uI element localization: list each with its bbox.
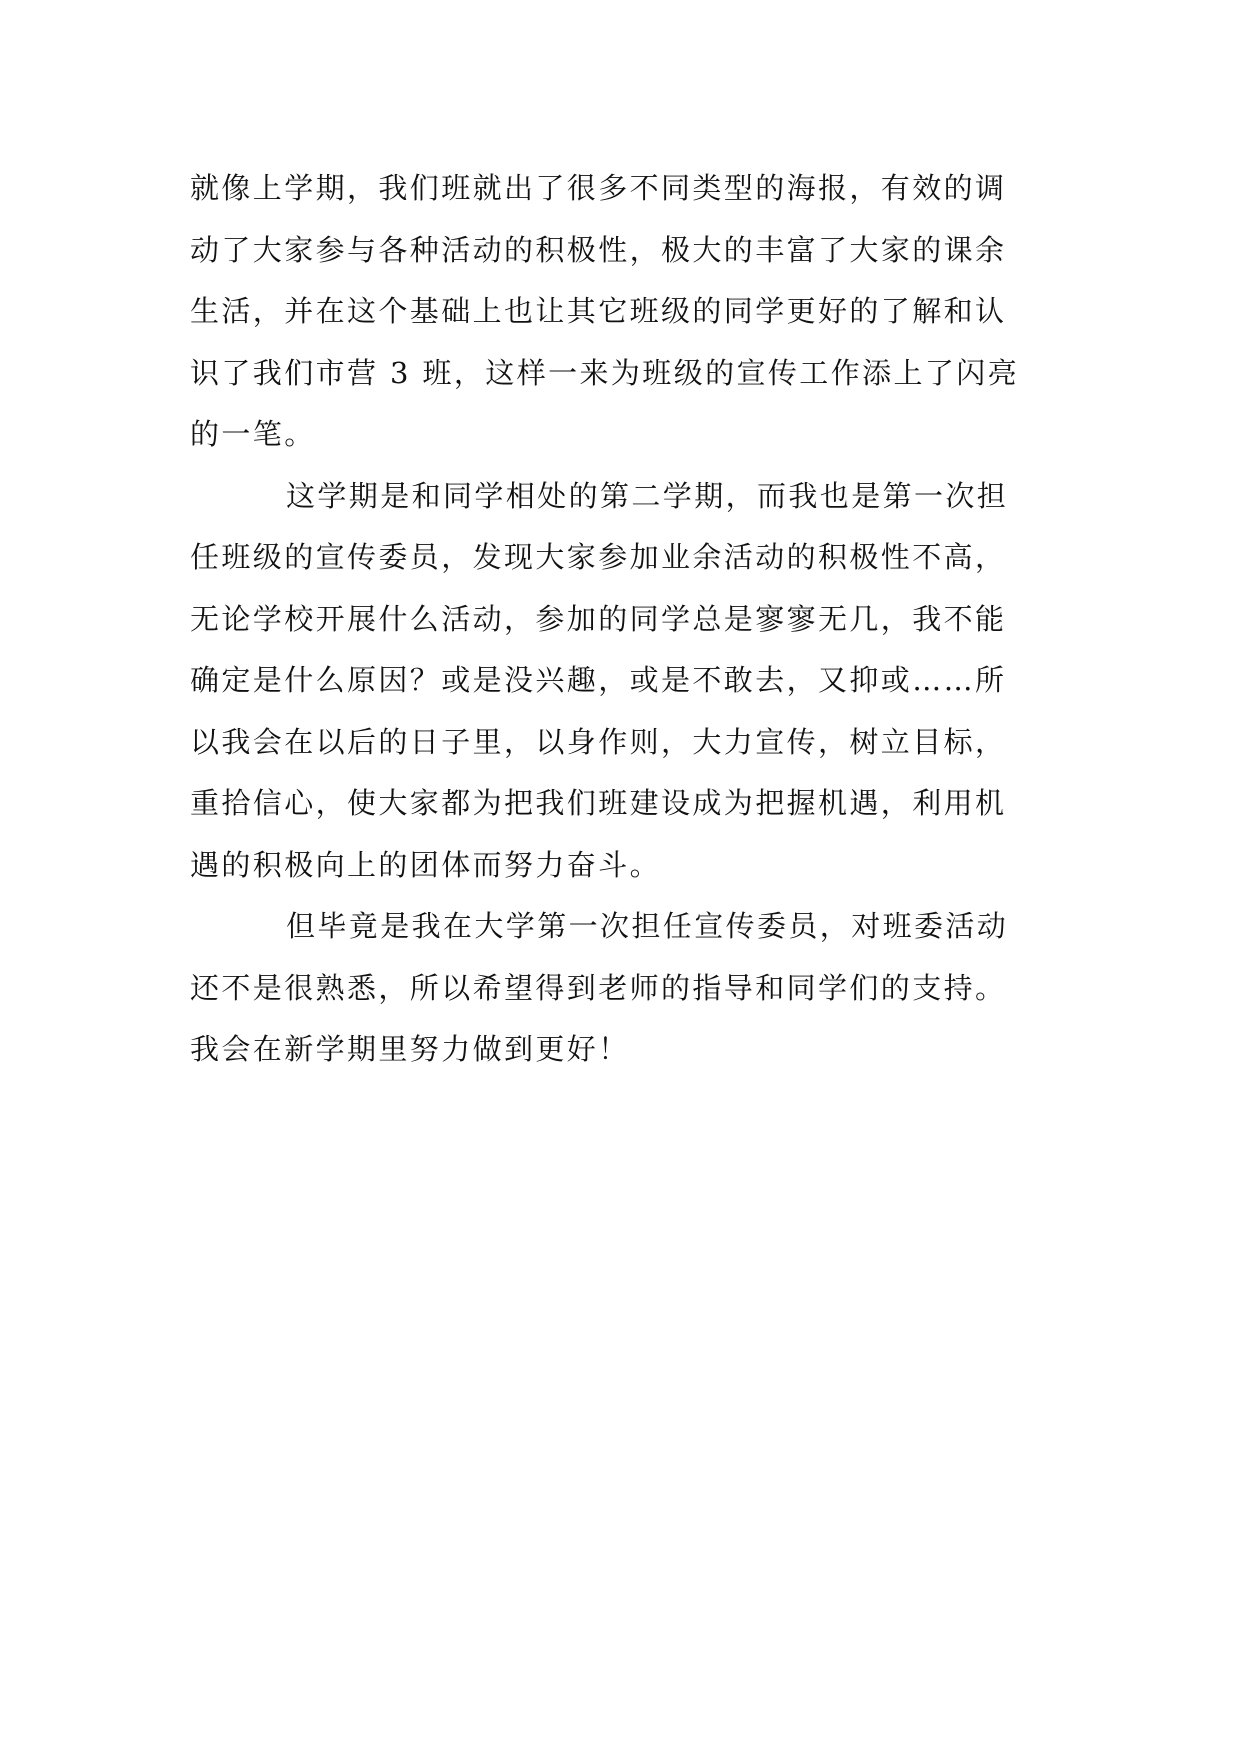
text-line: 就像上学期，我们班就出了很多不同类型的海报，有效的调 <box>190 171 1007 205</box>
text-line: 确定是什么原因？或是没兴趣，或是不敢去，又抑或……所 <box>190 663 1007 697</box>
text-line: 我会在新学期里努力做到更好！ <box>190 1032 630 1066</box>
text-line: 动了大家参与各种活动的积极性，极大的丰富了大家的课余 <box>190 232 1007 267</box>
text-line: 的一笔。 <box>190 417 316 451</box>
text-line: 任班级的宣传委员，发现大家参加业余活动的积极性不高， <box>190 540 1007 574</box>
paragraph-1 <box>190 158 1050 466</box>
text-line: 重拾信心，使大家都为把我们班建设成为把握机遇，利用机 <box>190 786 1007 820</box>
text-line-indented: 但毕竟是我在大学第一次担任宣传委员，对班委活动 <box>286 909 1009 943</box>
text-line: 无论学校开展什么活动，参加的同学总是寥寥无几，我不能 <box>190 601 1007 636</box>
text-line: 以我会在以后的日子里，以身作则，大力宣传，树立目标， <box>190 724 1007 759</box>
paragraph-2 <box>190 466 1050 897</box>
text-line: 生活，并在这个基础上也让其它班级的同学更好的了解和认 <box>190 294 1007 328</box>
text-line: 遇的积极向上的团体而努力奋斗。 <box>190 847 662 882</box>
paragraph-3 <box>190 896 1050 1081</box>
text-line: 识了我们市营 3 班，这样一来为班级的宣传工作添上了闪亮 <box>190 355 1020 390</box>
text-line-indented: 这学期是和同学相处的第二学期，而我也是第一次担 <box>286 478 1009 513</box>
document-body <box>190 158 1050 1081</box>
text-line: 还不是很熟悉，所以希望得到老师的指导和同学们的支持。 <box>190 970 1007 1005</box>
